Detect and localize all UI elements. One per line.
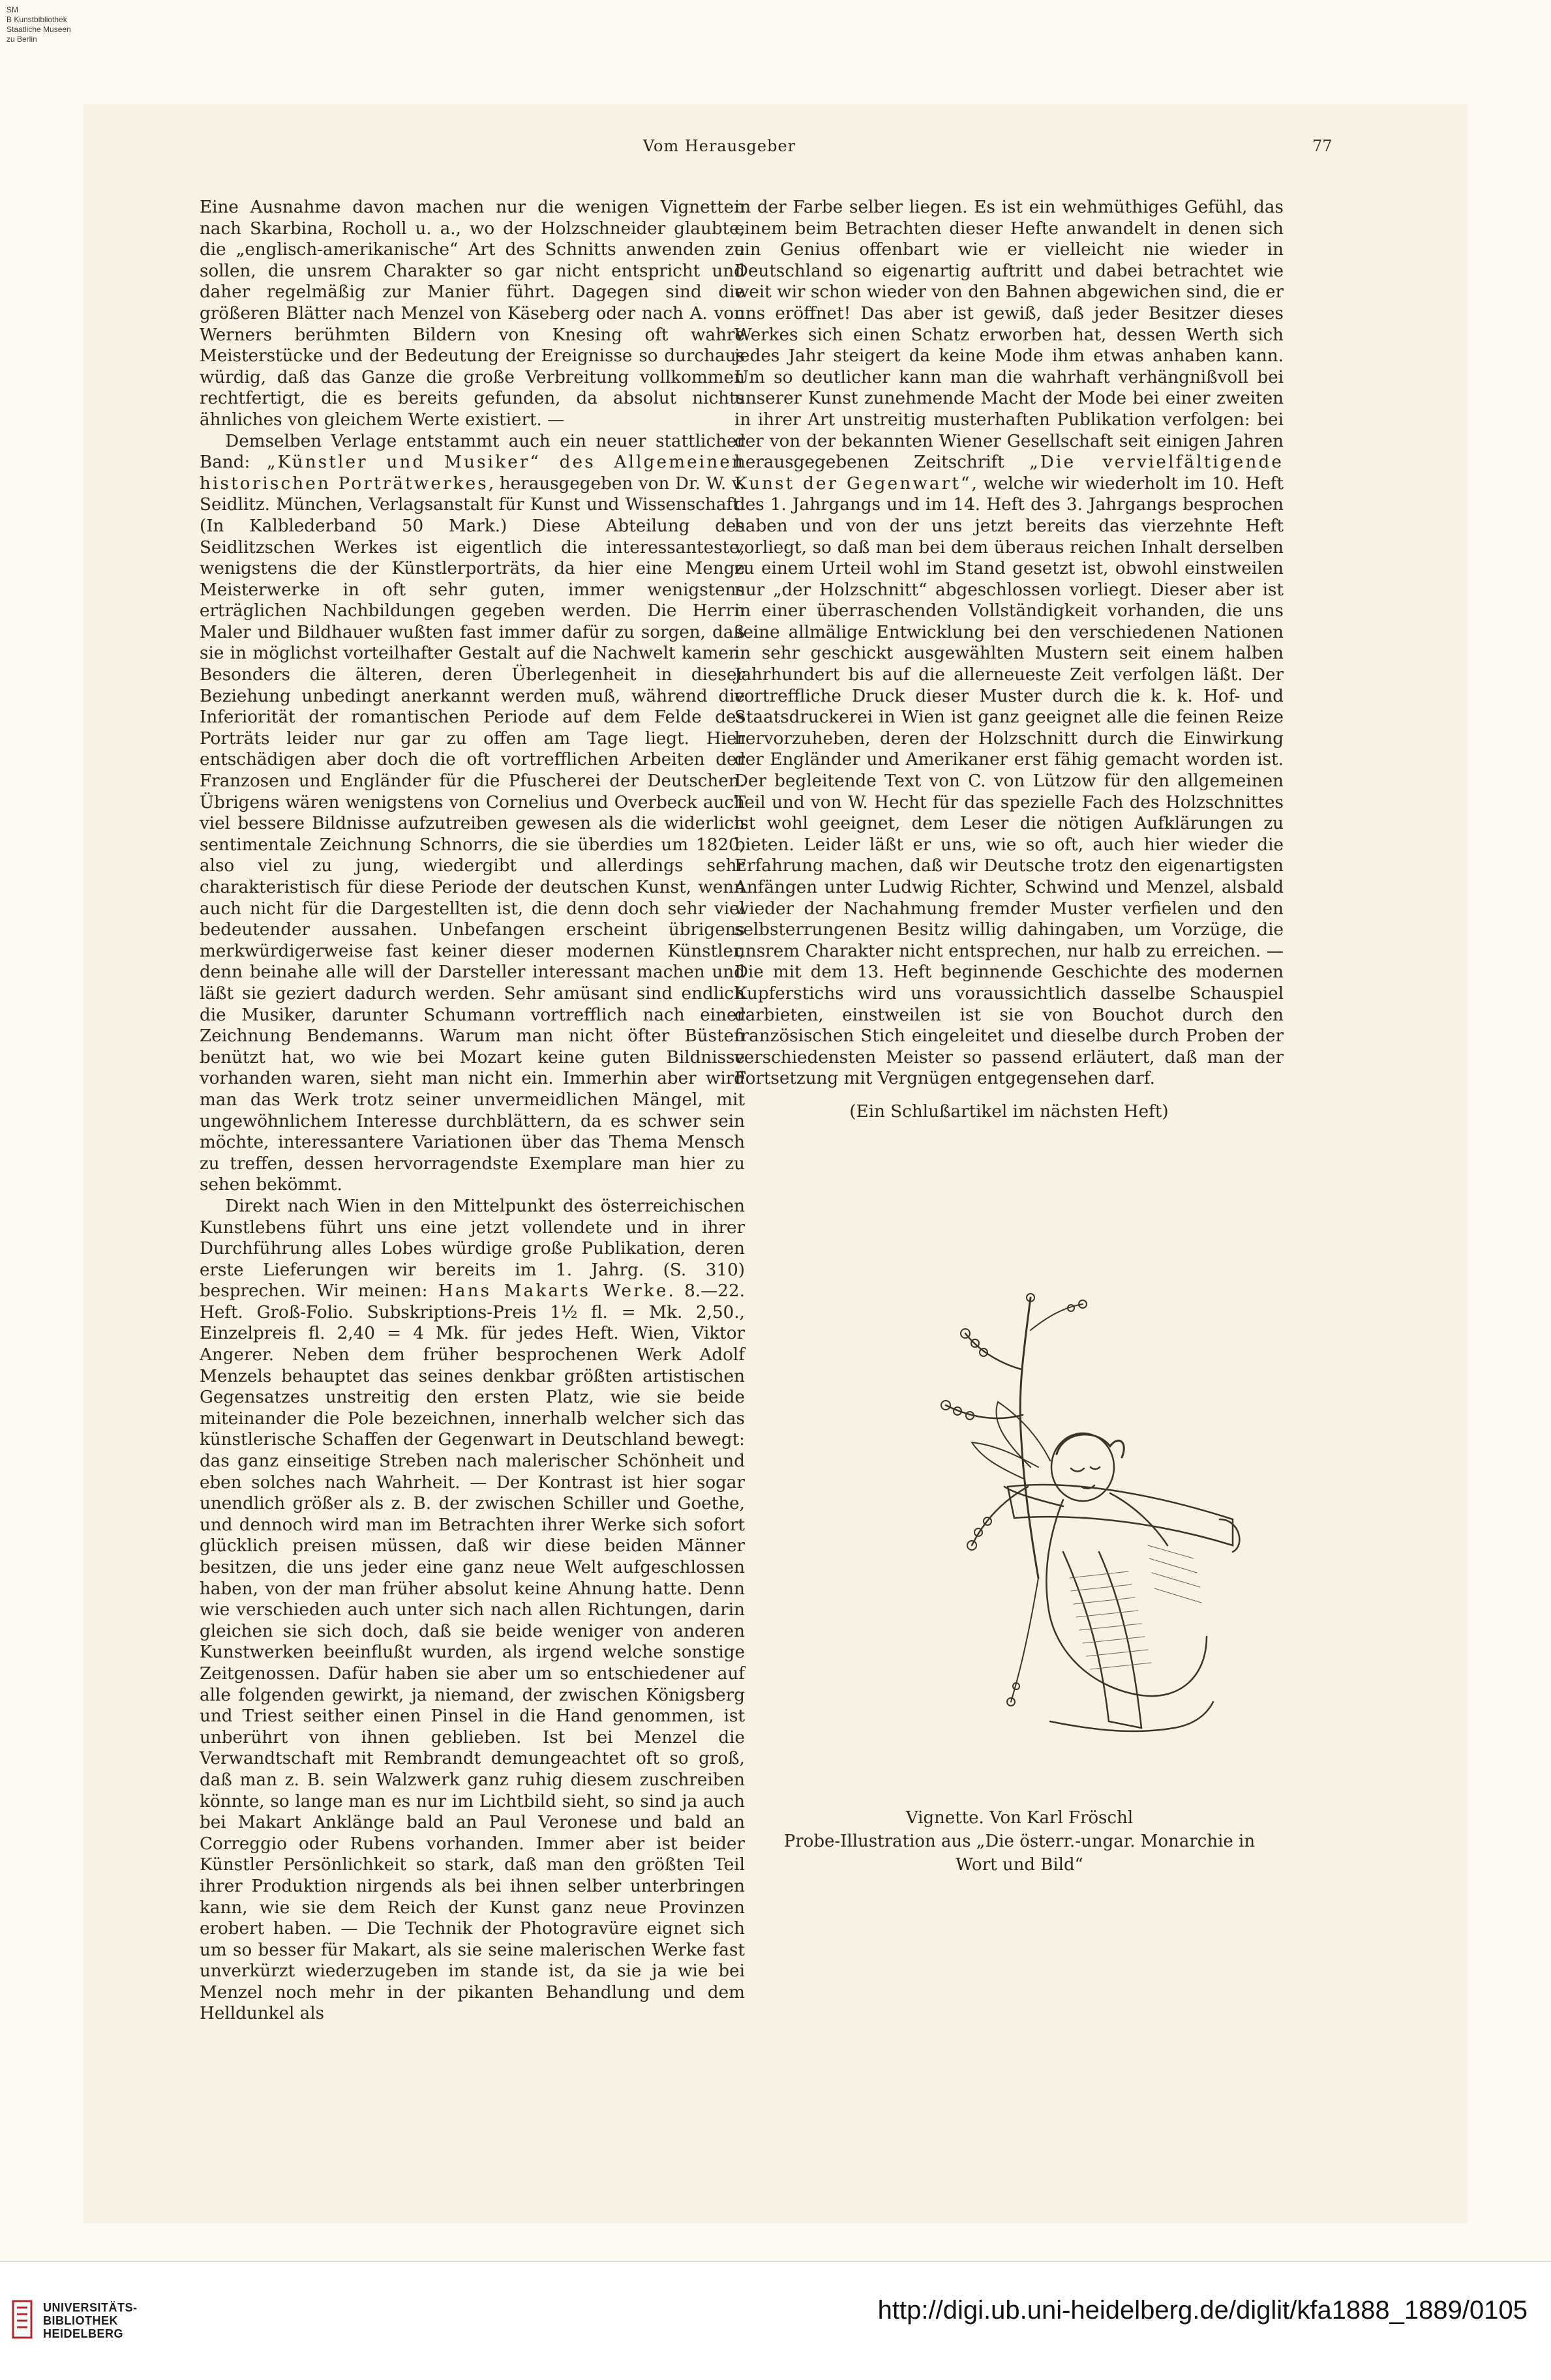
blossom-branch (972, 1487, 1028, 1545)
hatching (1070, 1545, 1201, 1669)
vignette-illustration (867, 1272, 1259, 1767)
book-title: „Künstler und Musiker“ des Allgemeinen historischen Porträtwerkes (200, 453, 745, 494)
blossom-branch (965, 1333, 1021, 1369)
paragraph-text: . 8.—22. Heft. Groß-Folio. Subskriptions-Preis 1½ fl. = Mk. 2,50., Einzelpreis fl. 2,40 = 4 Mk. für jedes Heft. Wien, Viktor Angerer. Neben dem früher besprochenen Werk Adolf Menzels behauptet das seines denkbar größten artistischen Gegensatzes unstreitig den ersten Platz, wie sie beide miteinander die Pole bezeichnen, innerhalb welcher sich das künstlerische Schaffen der Gegenwart in Deutschland bewegt: das ganz einseitige Streben nach malerischer Schönheit und eben solches nach Wahrheit. — Der Kontrast ist hier sogar unendlich größer als z. B. der zwischen Schiller und Goethe, und dennoch wird man im Betrachten ihrer Werke sich sofort glücklich preisen müssen, daß wir diese beiden Männer besitzen, die uns jeder eine ganz neue Welt aufgeschlossen haben, von der man früher absolut keine Ahnung hatte. Denn wie verschieden auch unter sich nach allen Richtungen, darin gleichen sie sich doch, daß sie beide weniger von anderen Kunstwerken beeinflußt wurden, als irgend welche sonstige Zeitgenossen. Dafür haben sie aber um so entschiedener auf alle folgenden gewirkt, ja niemand, der zwischen Königsberg und Triest seither einen Pinsel in die Hand genommen, ist unberührt von ihnen geblieben. Ist bei Menzel die Verwandtschaft mit Rembrandt demungeachtet oft so groß, daß man z. B. sein Walzwerk ganz ruhig diesem zuschreiben könnte, so lange man es nur im Lichtbild sieht, so sind ja auch bei Makart Anklänge bald an Paul Veronese und bald an Correggio oder Rubens vorhanden. Immer aber ist beider Künstler Persönlichkeit so stark, daß man den größten Teil ihrer Produktion nirgends als bei ihnen selber unterbringen kann, wie sie dem Reich der Kunst ganz neue Provinzen erobert haben. — Die Technik der Photogravüre eignet sich um so besser für Makart, als sie seine malerischen Werke fast unverkürzt wiederzugeben im stande ist, da sie ja wie bei Menzel noch mehr in der pikanten Behandlung und dem Helldunkel als (200, 1281, 745, 2024)
paragraph-text: in der Farbe selber liegen. Es ist ein wehmüthiges Gefühl, das einem beim Betrachten dieser Hefte anwandelt in denen sich ein Genius offenbart wie er vielleicht nie wieder in Deutschland so eigenartig auftritt und dabei betrachtet wie weit wir schon wieder von den Bahnen abgewichen sind, die er uns eröffnet! Das aber ist gewiß, daß jeder Besitzer dieses Werkes sich einen Schatz erworben hat, dessen Werth sich jedes Jahr steigert da keine Mode ihm etwas anhaben kann. Um so deutlicher kann man die wahrhaft verhängnißvoll bei unserer Kunst zunehmende Macht der Mode bei einer zweiten in ihrer Art unstreitig musterhaften Publikation verfolgen: bei der von der bekannten Wiener Gesellschaft seit einigen Jahren herausgegebenen Zeitschrift (734, 198, 1284, 473)
stamp-line: Staatliche Museen (7, 25, 71, 34)
permalink[interactable]: http://digi.ub.uni-heidelberg.de/diglit/kfa1888_1889/0105 (877, 2296, 1528, 2325)
library-logo-icon (12, 2298, 38, 2340)
library-footer (0, 2261, 1551, 2380)
paragraph (200, 431, 745, 1196)
figure-caption (755, 1806, 1284, 1877)
library-name-line: UNIVERSITÄTS- (43, 2301, 138, 2314)
stamp-line: B Kunstbibliothek (7, 15, 67, 24)
left-column (200, 197, 745, 2025)
paragraph (200, 1196, 745, 2025)
blossom-cluster (941, 1294, 1087, 1706)
paragraph: Eine Ausnahme davon machen nur die wenigen Vignetten nach Skarbina, Rocholl u. a., wo der Holzschneider glaubte, die „englisch-amerikanische“ Art des Schnitts anwenden zu sollen, die unsrem Charakter so gar nicht entspricht und daher regelmäßig zur Manier führt. Dagegen sind die größeren Blätter nach Menzel von Käseberg oder nach A. von Werners berühmten Bildern von Knesing oft wahre Meisterstücke und der Bedeutung der Ereignisse so durchaus würdig, daß das Ganze die große Verbreitung vollkommen rechtfertigt, die es bereits gefunden, da absolut nichts ähnliches von gleichem Werte existiert. — (200, 198, 745, 430)
putto-figure (972, 1402, 1207, 1696)
museum-stamp (7, 5, 71, 44)
book-title: Hans Makarts Werke (438, 1281, 669, 1302)
running-head: Vom Herausgeber (642, 137, 796, 155)
journal-title: „Die vervielfältigende Kunst der Gegenwart“ (734, 453, 1284, 494)
stamp-line: zu Berlin (7, 35, 37, 44)
paragraph-text: Direkt nach Wien in den Mittelpunkt des österreichischen Kunstlebens führt uns eine jetzt vollendete und in ihrer Durchführung alles Lobes würdige große Publikation, deren erste Lieferungen wir bereits im 1. Jahrg. (S. 310) besprechen. Wir meinen: (200, 1196, 745, 1302)
paragraph-text: , herausgegeben von Dr. W. v. Seidlitz. München, Verlagsanstalt für Kunst und Wissenschaft. (In Kalblederband 50 Mark.) Diese Abteilung des Seidlitzschen Werkes ist eigentlich die interessanteste, wenigstens die der Künstlerporträts, da hier eine Menge Meisterwerke in oft sehr guten, immer wenigstens erträglichen Nachbildungen gegeben werden. Die Herrn Maler und Bildhauer wußten fast immer dafür zu sorgen, daß sie in möglichst vorteilhafter Gestalt auf die Nachwelt kamen. Besonders die älteren, deren Überlegenheit in dieser Beziehung unbedingt anerkannt werden muß, während die Inferiorität der romantischen Periode auf dem Felde des Porträts leider nur gar zu offen am Tage liegt. Hier entschädigen aber doch die oft vortrefflichen Arbeiten der Franzosen und Engländer für die Pfuscherei der Deutschen. Übrigens wären wenigstens von Cornelius und Overbeck auch viel bessere Bildnisse aufzutreiben gewesen als die widerlich sentimentale Zeichnung Schnorrs, die sie überdies um 1820, also viel zu jung, wiedergibt und allerdings sehr charakteristisch für diese Periode der deutschen Kunst, wenn auch nicht für die Dargestellten ist, die denn doch sehr viel bedeutender aussahen. Unbefangen erscheint übrigens merkwürdigerweise fast keiner dieser modernen Künstler, denn beinahe alle will der Darsteller interessant machen und läßt sie geziert dadurch werden. Sehr amüsant sind endlich die Musiker, darunter Schumann vortrefflich nach einer Zeichnung Bendemanns. Warum man nicht öfter Büsten benützt hat, wo wie bei Mozart keine guten Bildnisse vorhanden waren, sieht man nicht ein. Immerhin aber wird man das Werk trotz seiner unvermeidlichen Mängel, mit ungewöhnlichem Interesse durchblättern, da es schwer sein möchte, interessantere Variationen über das Thema Mensch zu treffen, dessen hervorragendste Exemplare man hier zu sehen bekömmt. (200, 473, 745, 1195)
page-number: 77 (1312, 137, 1333, 155)
paragraph (734, 197, 1284, 1090)
closing-note: (Ein Schlußartikel im nächsten Heft) (849, 1101, 1169, 1122)
right-column (734, 197, 1284, 1123)
paragraph-text: , welche wir wiederholt im 10. Heft des 1. Jahrgangs und im 14. Heft des 3. Jahrgangs besprochen haben und von der uns jetzt bereits das vierzehnte Heft vorliegt, so daß man bei dem überaus reichen Inhalt derselben zu einem Urteil wohl im Stand gesetzt ist, obwohl einstweilen nur „der Holzschnitt“ abgeschlossen vorliegt. Dieser aber ist in einer überraschenden Vollständigkeit vorhanden, die uns seine allmälige Entwicklung bei den verschiedenen Nationen in sehr geschickt ausgewählten Mustern seit einem halben Jahrhundert bis auf die allerneueste Zeit verfolgen läßt. Der vortreffliche Druck dieser Muster durch die k. k. Hof- und Staatsdruckerei in Wien ist ganz geeignet alle die feinen Reize hervorzuheben, deren der Holzschnitt durch die Einwirkung der Engländer und Amerikaner erst fähig gemacht worden ist. Der begleitende Text von C. von Lützow für den allgemeinen Teil und von W. Hecht für das spezielle Fach des Holzschnittes ist wohl geeignet, dem Leser die nötigen Aufklärungen zu bieten. Leider läßt er uns, wie so oft, auch hier wieder die Erfahrung machen, daß wir Deutsche trotz den eigenartigsten Anfängen unter Ludwig Richter, Schwind und Menzel, alsbald wieder der Nachahmung fremder Muster verfielen und den selbsterrungenen Besitz willig dahingaben, um Vorzüge, die unsrem Charakter nicht entsprechen, nur halb zu erreichen. — Die mit dem 13. Heft beginnende Geschichte des modernen Kupferstichs wird uns voraussichtlich dasselbe Schauspiel darbieten, einstweilen ist sie von Bouchot durch den französischen Stich eingeleitet und dieselbe durch Proben der verschiedensten Meister so passend erläutert, daß man der Fortsetzung mit Vergnügen entgegensehen darf. (734, 473, 1284, 1089)
caption-title: Vignette. Von Karl Fröschl (905, 1808, 1134, 1828)
scroll-document (1008, 1485, 1239, 1731)
caption-line: Probe-Illustration aus „Die österr.-ungar. Monarchie in (783, 1832, 1256, 1851)
library-name-line: HEIDELBERG (43, 2327, 124, 2340)
caption-line: Wort und Bild“ (956, 1855, 1083, 1875)
library-name (43, 2301, 138, 2340)
paragraph-text: Demselben Verlage entstammt auch ein neuer stattlicher Band: (200, 431, 745, 473)
library-name-line: BIBLIOTHEK (43, 2314, 118, 2327)
stamp-line: SM (7, 5, 18, 14)
